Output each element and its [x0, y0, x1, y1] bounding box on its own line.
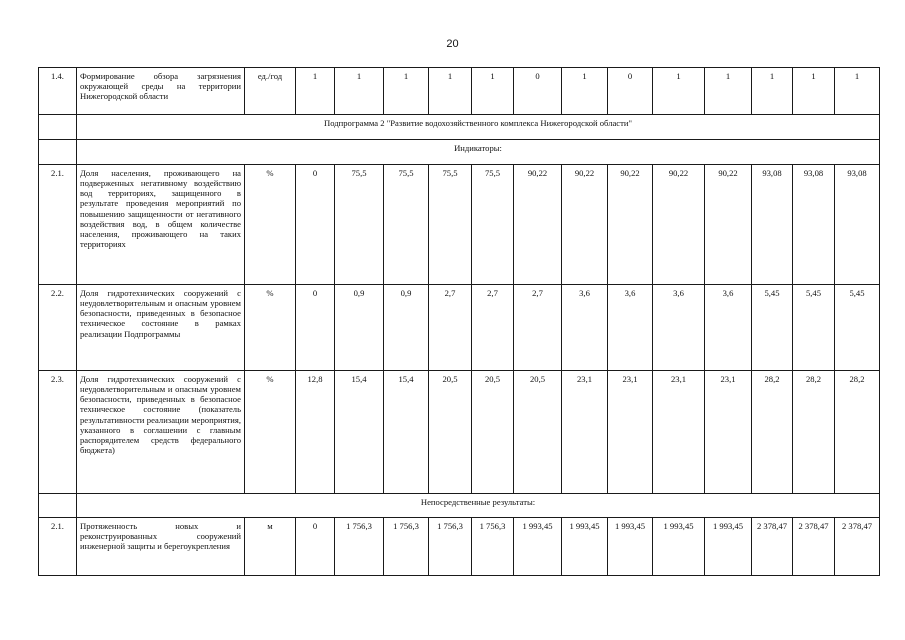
value-cell: 15,4 [335, 371, 384, 494]
value-cell: 1 [793, 68, 835, 115]
value-cell: 90,22 [705, 165, 752, 285]
value-cell: 28,2 [835, 371, 880, 494]
value-cell: 1 [752, 68, 793, 115]
value-cell: 90,22 [653, 165, 705, 285]
value-cell: 1 993,45 [705, 518, 752, 576]
value-cell: 1 993,45 [608, 518, 653, 576]
value-cell: 2,7 [514, 285, 562, 371]
section-row [39, 115, 880, 140]
row-number: 1.4. [39, 68, 77, 115]
value-cell: 1 993,45 [562, 518, 608, 576]
value-cell: 75,5 [335, 165, 384, 285]
indicator-name: Формирование обзора загрязнения окружающей среды на территории Нижегородской области [77, 68, 245, 115]
value-cell: 1 [653, 68, 705, 115]
unit-cell: % [245, 371, 296, 494]
row-number: 2.1. [39, 165, 77, 285]
value-cell: 0,9 [384, 285, 429, 371]
indicator-name: Протяженность новых и реконструированных сооружений инженерной защиты и берегоукрепления [77, 518, 245, 576]
value-cell: 28,2 [793, 371, 835, 494]
value-cell: 0 [296, 518, 335, 576]
value-cell: 23,1 [562, 371, 608, 494]
value-cell: 15,4 [384, 371, 429, 494]
value-cell: 5,45 [752, 285, 793, 371]
table-row [39, 165, 880, 285]
value-cell: 1 [384, 68, 429, 115]
value-cell: 3,6 [705, 285, 752, 371]
indicator-name: Доля гидротехнических сооружений с неудовлетворительным и опасным уровнем безопасности, приведенных в безопасное техническое состояние (показатель результативности реализации мероприятия, указанного в соглашении с главным распорядителем средств федерального бюджета) [77, 371, 245, 494]
value-cell: 0 [608, 68, 653, 115]
value-cell: 75,5 [472, 165, 514, 285]
value-cell: 1 [429, 68, 472, 115]
value-cell: 90,22 [562, 165, 608, 285]
value-cell: 23,1 [608, 371, 653, 494]
value-cell: 1 [705, 68, 752, 115]
value-cell: 2,7 [429, 285, 472, 371]
value-cell: 93,08 [752, 165, 793, 285]
value-cell: 90,22 [608, 165, 653, 285]
value-cell: 23,1 [705, 371, 752, 494]
value-cell: 93,08 [835, 165, 880, 285]
unit-cell: % [245, 165, 296, 285]
value-cell: 1 [472, 68, 514, 115]
value-cell: 75,5 [429, 165, 472, 285]
value-cell: 75,5 [384, 165, 429, 285]
indicator-name: Доля гидротехнических сооружений с неудовлетворительным и опасным уровнем безопасности, приведенных в безопасное техническое состояние в рамках реализации Подпрограммы [77, 285, 245, 371]
value-cell: 3,6 [608, 285, 653, 371]
value-cell: 3,6 [562, 285, 608, 371]
value-cell: 90,22 [514, 165, 562, 285]
value-cell: 0 [296, 285, 335, 371]
section-row [39, 140, 880, 165]
value-cell: 1 [835, 68, 880, 115]
value-cell: 20,5 [429, 371, 472, 494]
value-cell: 23,1 [653, 371, 705, 494]
value-cell: 20,5 [514, 371, 562, 494]
table-row [39, 68, 880, 115]
value-cell: 1 993,45 [514, 518, 562, 576]
unit-cell: ед./год [245, 68, 296, 115]
value-cell: 1 756,3 [429, 518, 472, 576]
row-number: 2.2. [39, 285, 77, 371]
indicators-title: Индикаторы: [77, 140, 880, 165]
value-cell: 0,9 [335, 285, 384, 371]
value-cell: 20,5 [472, 371, 514, 494]
value-cell: 2 378,47 [752, 518, 793, 576]
value-cell: 1 756,3 [472, 518, 514, 576]
value-cell: 28,2 [752, 371, 793, 494]
section-row [39, 494, 880, 518]
indicators-table [38, 67, 880, 576]
value-cell: 1 756,3 [384, 518, 429, 576]
value-cell: 5,45 [835, 285, 880, 371]
page-number: 20 [446, 38, 459, 50]
value-cell: 2 378,47 [835, 518, 880, 576]
value-cell: 0 [514, 68, 562, 115]
value-cell: 1 [335, 68, 384, 115]
row-number: 2.3. [39, 371, 77, 494]
value-cell: 3,6 [653, 285, 705, 371]
value-cell: 1 [562, 68, 608, 115]
indicator-name: Доля населения, проживающего на подверженных негативному воздействию вод территориях, защищенного в результате проведения мероприятий по повышению защищенности от негативного воздействия вод, в общем количестве населения, проживающего на таких территориях [77, 165, 245, 285]
value-cell: 93,08 [793, 165, 835, 285]
table-row [39, 371, 880, 494]
unit-cell: % [245, 285, 296, 371]
value-cell: 5,45 [793, 285, 835, 371]
results-title: Непосредственные результаты: [77, 494, 880, 518]
value-cell: 1 [296, 68, 335, 115]
value-cell: 2,7 [472, 285, 514, 371]
subprogram-title: Подпрограмма 2 "Развитие водохозяйственного комплекса Нижегородской области" [77, 115, 880, 140]
value-cell: 12,8 [296, 371, 335, 494]
value-cell: 1 756,3 [335, 518, 384, 576]
unit-cell: м [245, 518, 296, 576]
row-number: 2.1. [39, 518, 77, 576]
value-cell: 1 993,45 [653, 518, 705, 576]
table-row [39, 285, 880, 371]
value-cell: 0 [296, 165, 335, 285]
table-row [39, 518, 880, 576]
value-cell: 2 378,47 [793, 518, 835, 576]
